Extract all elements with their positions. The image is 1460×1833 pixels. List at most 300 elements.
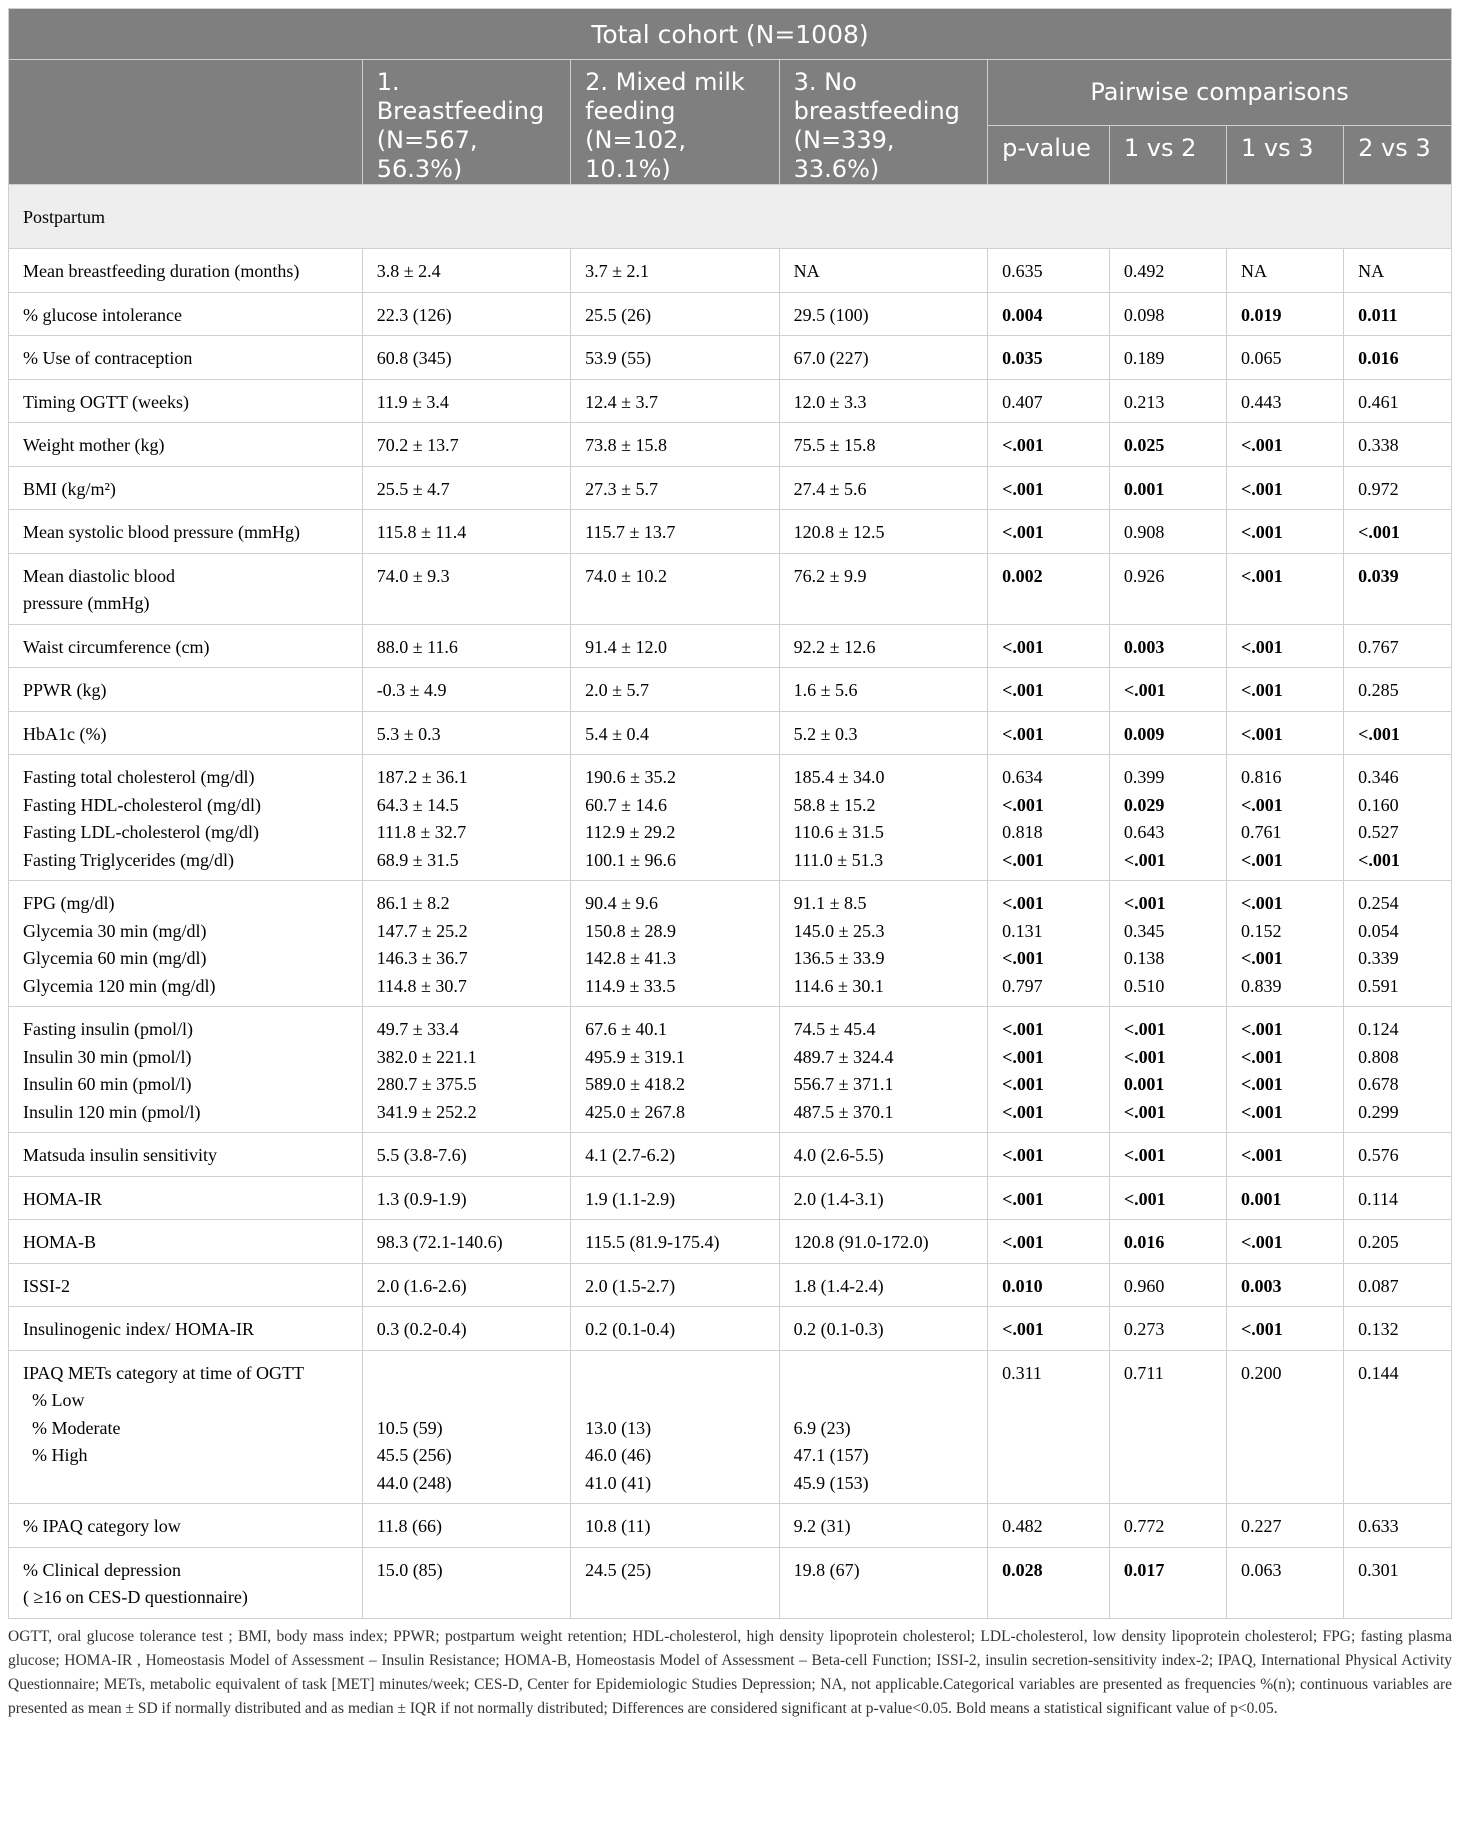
no-breastfeeding-value-cell — [779, 466, 987, 510]
comparison-1-vs-3-cell — [1227, 466, 1344, 510]
comparison-1-vs-2: 0.772 — [1123, 1516, 1165, 1536]
p-value: <.001 — [1002, 1232, 1044, 1252]
comparison-1-vs-2: <.001 — [1123, 680, 1166, 700]
row-label-cell — [9, 755, 363, 881]
no-breastfeeding-value: NA — [793, 261, 820, 281]
row-label: % Use of contraception — [23, 348, 193, 368]
comparison-1-vs-2: 0.001 — [1123, 478, 1165, 499]
no-breastfeeding-value: 67.0 (227) — [793, 348, 869, 368]
comparison-1-vs-3: <.001 — [1241, 1145, 1283, 1165]
mixed-feeding-value-cell — [571, 510, 779, 554]
row-label: % IPAQ category low — [23, 1516, 181, 1536]
comparison-2-vs-3: 0.160 — [1358, 794, 1399, 815]
comparison-2-vs-3: 0.205 — [1358, 1232, 1399, 1252]
comparison-2-vs-3-cell — [1344, 881, 1452, 1007]
breastfeeding-value-cell — [362, 624, 570, 668]
p-value: 0.818 — [1002, 822, 1043, 842]
p-value-cell — [988, 1547, 1110, 1618]
comparison-2-vs-3: 0.285 — [1358, 680, 1399, 700]
comparison-2-vs-3: 0.144 — [1358, 1362, 1399, 1383]
comparison-2-vs-3: 0.808 — [1358, 1046, 1399, 1067]
comparison-2-vs-3-cell — [1344, 711, 1452, 755]
comparison-2-vs-3-cell — [1344, 624, 1452, 668]
breastfeeding-value-cell — [362, 336, 570, 380]
no-breastfeeding-value: 2.0 (1.4-3.1) — [793, 1188, 884, 1209]
comparison-1-vs-2: 0.213 — [1123, 391, 1165, 412]
p-value-cell — [988, 881, 1110, 1007]
comparison-1-vs-3-cell — [1227, 553, 1344, 624]
mixed-feeding-value — [585, 1387, 778, 1415]
mixed-feeding-value: 2.0 ± 5.7 — [585, 680, 650, 700]
breastfeeding-value: 49.7 ± 33.4 — [376, 1019, 459, 1039]
comparison-1-vs-2: <.001 — [1123, 1145, 1166, 1165]
no-breastfeeding-value: 0.2 (0.1-0.3) — [793, 1319, 884, 1339]
p-value-cell — [988, 336, 1110, 380]
row-label-cell — [9, 1007, 363, 1133]
no-breastfeeding-value: 29.5 (100) — [793, 304, 869, 325]
no-breastfeeding-value-cell — [779, 755, 987, 881]
comparison-1-vs-2: <.001 — [1123, 1019, 1166, 1039]
comparison-2-vs-3: 0.678 — [1358, 1074, 1399, 1094]
p-value: 0.797 — [1002, 975, 1043, 996]
row-label: HbA1c (%) — [23, 723, 107, 744]
mixed-feeding-value: 190.6 ± 35.2 — [585, 767, 677, 787]
comparison-1-vs-2: 0.016 — [1123, 1232, 1165, 1252]
mixed-feeding-value-cell — [571, 1504, 779, 1548]
mixed-feeding-value: 1.9 (1.1-2.9) — [585, 1188, 676, 1209]
mixed-feeding-value: 74.0 ± 10.2 — [585, 565, 668, 586]
no-breastfeeding-value: 91.1 ± 8.5 — [793, 893, 867, 913]
mixed-feeding-value: 60.7 ± 14.6 — [585, 794, 668, 815]
row-label-cell — [9, 1350, 363, 1504]
comparison-1-vs-2-cell — [1109, 510, 1226, 554]
comparison-2-vs-3: 0.114 — [1358, 1188, 1398, 1209]
comparison-1-vs-3: 0.001 — [1241, 1188, 1282, 1209]
mixed-feeding-value: 27.3 ± 5.7 — [585, 478, 659, 499]
comparison-1-vs-2: 0.908 — [1123, 522, 1165, 542]
breastfeeding-value: 64.3 ± 14.5 — [376, 794, 459, 815]
table-row — [9, 1350, 1452, 1504]
no-breastfeeding-value: 47.1 (157) — [793, 1445, 869, 1465]
header-1-vs-2: 1 vs 2 — [1109, 125, 1226, 184]
comparison-1-vs-3: <.001 — [1241, 1101, 1283, 1122]
comparison-2-vs-3-cell — [1344, 466, 1452, 510]
mixed-feeding-value-cell — [571, 1133, 779, 1177]
mixed-feeding-value: 41.0 (41) — [585, 1472, 652, 1493]
row-label: Insulin 60 min (pmol/l) — [23, 1074, 192, 1094]
breastfeeding-value: 11.9 ± 3.4 — [376, 391, 449, 412]
breastfeeding-value: 11.8 (66) — [376, 1516, 443, 1536]
comparison-2-vs-3-cell — [1344, 1220, 1452, 1264]
mixed-feeding-value: 46.0 (46) — [585, 1445, 652, 1465]
p-value: <.001 — [1002, 723, 1044, 744]
comparison-1-vs-3: NA — [1241, 261, 1267, 281]
comparison-2-vs-3: 0.299 — [1358, 1101, 1399, 1122]
row-label-cell — [9, 249, 363, 293]
breastfeeding-value: 22.3 (126) — [376, 304, 452, 325]
comparison-1-vs-2: <.001 — [1123, 849, 1166, 870]
comparison-2-vs-3: 0.016 — [1358, 348, 1399, 368]
table-row — [9, 466, 1452, 510]
comparison-2-vs-3: 0.039 — [1358, 565, 1399, 586]
comparison-1-vs-2: 0.960 — [1123, 1275, 1165, 1296]
comparison-1-vs-2: 0.189 — [1123, 348, 1165, 368]
row-label: HOMA-IR — [23, 1188, 102, 1209]
comparison-2-vs-3: 0.124 — [1358, 1019, 1399, 1039]
no-breastfeeding-value: 27.4 ± 5.6 — [793, 478, 867, 499]
comparison-1-vs-2-cell — [1109, 466, 1226, 510]
p-value: 0.482 — [1002, 1516, 1043, 1536]
mixed-feeding-value: 5.4 ± 0.4 — [585, 723, 650, 744]
comparison-2-vs-3: 0.054 — [1358, 920, 1399, 941]
mixed-feeding-value: 13.0 (13) — [585, 1417, 652, 1438]
mixed-feeding-value: 150.8 ± 28.9 — [585, 920, 677, 941]
no-breastfeeding-value-cell — [779, 510, 987, 554]
no-breastfeeding-value: 45.9 (153) — [793, 1472, 869, 1493]
comparison-1-vs-2-cell — [1109, 1133, 1226, 1177]
comparison-1-vs-3: 0.839 — [1241, 975, 1282, 996]
row-label: Insulin 120 min (pmol/l) — [23, 1101, 201, 1122]
no-breastfeeding-value-cell — [779, 1220, 987, 1264]
p-value: <.001 — [1002, 948, 1044, 968]
row-label-cell — [9, 553, 363, 624]
no-breastfeeding-value-cell — [779, 668, 987, 712]
no-breastfeeding-value-cell — [779, 292, 987, 336]
no-breastfeeding-value-cell — [779, 1350, 987, 1504]
comparison-1-vs-2: 0.098 — [1123, 304, 1165, 325]
p-value-cell — [988, 755, 1110, 881]
results-table — [8, 8, 1452, 1619]
breastfeeding-value: 382.0 ± 221.1 — [376, 1046, 477, 1067]
no-breastfeeding-value-cell — [779, 379, 987, 423]
row-label-cell — [9, 510, 363, 554]
row-label: Insulin 30 min (pmol/l) — [23, 1046, 192, 1067]
breastfeeding-value-cell — [362, 1220, 570, 1264]
mixed-feeding-value-cell — [571, 711, 779, 755]
row-label-cell — [9, 423, 363, 467]
breastfeeding-value: 0.3 (0.2-0.4) — [376, 1319, 467, 1339]
table-row — [9, 1007, 1452, 1133]
breastfeeding-value: 341.9 ± 252.2 — [376, 1101, 477, 1122]
no-breastfeeding-value-cell — [779, 1133, 987, 1177]
comparison-1-vs-2: 0.510 — [1123, 975, 1165, 996]
mixed-feeding-value: 2.0 (1.5-2.7) — [585, 1275, 676, 1296]
breastfeeding-value-cell — [362, 881, 570, 1007]
comparison-1-vs-3-cell — [1227, 336, 1344, 380]
row-label-cell — [9, 379, 363, 423]
comparison-1-vs-2-cell — [1109, 1263, 1226, 1307]
header-pairwise-comparisons: Pairwise comparisons — [988, 60, 1452, 126]
comparison-2-vs-3-cell — [1344, 1007, 1452, 1133]
breastfeeding-value: 187.2 ± 36.1 — [376, 767, 468, 787]
header-p-value: p-value — [988, 125, 1110, 184]
table-row — [9, 1504, 1452, 1548]
comparison-1-vs-3: 0.227 — [1241, 1516, 1282, 1536]
no-breastfeeding-value-cell — [779, 249, 987, 293]
breastfeeding-value: 146.3 ± 36.7 — [376, 948, 468, 968]
breastfeeding-value: 68.9 ± 31.5 — [376, 849, 459, 870]
comparison-1-vs-3: <.001 — [1241, 1074, 1283, 1094]
p-value-cell — [988, 292, 1110, 336]
p-value: 0.634 — [1002, 767, 1043, 787]
comparison-2-vs-3: 0.972 — [1358, 478, 1399, 499]
row-label-cell — [9, 668, 363, 712]
comparison-1-vs-2: 0.492 — [1123, 261, 1165, 281]
no-breastfeeding-value: 111.0 ± 51.3 — [793, 849, 884, 870]
row-label-cell — [9, 1220, 363, 1264]
comparison-1-vs-3-cell — [1227, 1350, 1344, 1504]
comparison-1-vs-3-cell — [1227, 1307, 1344, 1351]
p-value: 0.407 — [1002, 391, 1043, 412]
breastfeeding-value-cell — [362, 1263, 570, 1307]
table-row — [9, 881, 1452, 1007]
row-label: Matsuda insulin sensitivity — [23, 1145, 218, 1165]
comparison-2-vs-3: 0.254 — [1358, 893, 1399, 913]
breastfeeding-value: 147.7 ± 25.2 — [376, 920, 468, 941]
mixed-feeding-value-cell — [571, 423, 779, 467]
comparison-1-vs-3: <.001 — [1241, 435, 1283, 455]
mixed-feeding-value: 115.7 ± 13.7 — [585, 522, 676, 542]
comparison-1-vs-2-cell — [1109, 336, 1226, 380]
no-breastfeeding-value-cell — [779, 1263, 987, 1307]
row-label-cell — [9, 292, 363, 336]
p-value: <.001 — [1002, 1319, 1044, 1339]
comparison-1-vs-2: 0.003 — [1123, 636, 1165, 657]
no-breastfeeding-value: 114.6 ± 30.1 — [793, 975, 884, 996]
comparison-1-vs-3: <.001 — [1241, 522, 1283, 542]
breastfeeding-value: 25.5 ± 4.7 — [376, 478, 450, 499]
no-breastfeeding-value: 12.0 ± 3.3 — [793, 391, 867, 412]
mixed-feeding-value: 90.4 ± 9.6 — [585, 893, 659, 913]
breastfeeding-value-cell — [362, 423, 570, 467]
breastfeeding-value — [377, 1387, 570, 1415]
row-label-cell — [9, 1504, 363, 1548]
row-label: Glycemia 60 min (mg/dl) — [23, 948, 207, 968]
p-value-cell — [988, 249, 1110, 293]
p-value: <.001 — [1002, 893, 1044, 913]
no-breastfeeding-value: 145.0 ± 25.3 — [793, 920, 885, 941]
row-label: Mean breastfeeding duration (months) — [23, 261, 300, 281]
comparison-1-vs-3: 0.065 — [1241, 348, 1282, 368]
row-label: Glycemia 120 min (mg/dl) — [23, 975, 216, 996]
header-1-vs-3: 1 vs 3 — [1227, 125, 1344, 184]
breastfeeding-value: 88.0 ± 11.6 — [376, 636, 458, 657]
breastfeeding-value: 70.2 ± 13.7 — [376, 435, 459, 455]
breastfeeding-value-cell — [362, 1176, 570, 1220]
mixed-feeding-value-cell — [571, 1220, 779, 1264]
comparison-2-vs-3: 0.576 — [1358, 1145, 1399, 1165]
breastfeeding-value-cell — [362, 1307, 570, 1351]
mixed-feeding-value-cell — [571, 292, 779, 336]
comparison-1-vs-2: 0.926 — [1123, 565, 1165, 586]
comparison-2-vs-3: 0.132 — [1358, 1319, 1399, 1339]
row-label-cell — [9, 881, 363, 1007]
no-breastfeeding-value: 185.4 ± 34.0 — [793, 767, 885, 787]
comparison-2-vs-3-cell — [1344, 1176, 1452, 1220]
comparison-1-vs-3: 0.443 — [1241, 391, 1282, 412]
no-breastfeeding-value-cell — [779, 1007, 987, 1133]
mixed-feeding-value: 67.6 ± 40.1 — [585, 1019, 668, 1039]
breastfeeding-value-cell — [362, 1547, 570, 1618]
row-label: pressure (mmHg) — [23, 593, 150, 613]
breastfeeding-value-cell — [362, 553, 570, 624]
comparison-1-vs-2-cell — [1109, 1504, 1226, 1548]
header-label-column — [9, 60, 363, 185]
breastfeeding-value: 114.8 ± 30.7 — [376, 975, 467, 996]
row-label: Insulinogenic index/ HOMA-IR — [23, 1319, 254, 1339]
table-row — [9, 336, 1452, 380]
comparison-2-vs-3: 0.011 — [1358, 304, 1398, 325]
no-breastfeeding-value: 58.8 ± 15.2 — [793, 794, 876, 815]
comparison-1-vs-2: 0.711 — [1123, 1362, 1164, 1383]
comparison-2-vs-3: 0.301 — [1358, 1559, 1399, 1580]
row-label-cell — [9, 1547, 363, 1618]
breastfeeding-value-cell — [362, 1007, 570, 1133]
no-breastfeeding-value: 5.2 ± 0.3 — [793, 723, 858, 744]
breastfeeding-value: 5.5 (3.8-7.6) — [376, 1145, 467, 1165]
mixed-feeding-value: 142.8 ± 41.3 — [585, 948, 677, 968]
no-breastfeeding-value: 487.5 ± 370.1 — [793, 1101, 894, 1122]
comparison-1-vs-3: <.001 — [1241, 636, 1283, 657]
p-value-cell — [988, 1220, 1110, 1264]
comparison-1-vs-3-cell — [1227, 755, 1344, 881]
breastfeeding-value-cell — [362, 379, 570, 423]
breastfeeding-value-cell — [362, 1504, 570, 1548]
row-label-cell — [9, 1176, 363, 1220]
p-value: <.001 — [1002, 522, 1044, 542]
no-breastfeeding-value: 136.5 ± 33.9 — [793, 948, 885, 968]
p-value: <.001 — [1002, 794, 1044, 815]
row-label: Fasting insulin (pmol/l) — [23, 1019, 194, 1039]
breastfeeding-value-cell — [362, 668, 570, 712]
mixed-feeding-value: 4.1 (2.7-6.2) — [585, 1145, 676, 1165]
breastfeeding-value: 1.3 (0.9-1.9) — [376, 1188, 467, 1209]
header-no-breastfeeding: 3. No breastfeeding (N=339, 33.6%) — [779, 60, 987, 185]
row-label-cell — [9, 1307, 363, 1351]
row-label-cell — [9, 1263, 363, 1307]
table-row — [9, 711, 1452, 755]
mixed-feeding-value-cell — [571, 1176, 779, 1220]
mixed-feeding-value-cell — [571, 553, 779, 624]
comparison-1-vs-2: <.001 — [1123, 1101, 1166, 1122]
row-label — [23, 1470, 362, 1498]
comparison-1-vs-2-cell — [1109, 1176, 1226, 1220]
mixed-feeding-value: 112.9 ± 29.2 — [585, 822, 676, 842]
mixed-feeding-value-cell — [571, 379, 779, 423]
row-label: IPAQ METs category at time of OGTT — [23, 1362, 305, 1383]
comparison-1-vs-2-cell — [1109, 553, 1226, 624]
comparison-2-vs-3: NA — [1358, 261, 1385, 281]
comparison-1-vs-2: <.001 — [1123, 893, 1166, 913]
comparison-2-vs-3-cell — [1344, 1133, 1452, 1177]
mixed-feeding-value-cell — [571, 755, 779, 881]
row-label-cell — [9, 466, 363, 510]
comparison-1-vs-2-cell — [1109, 379, 1226, 423]
p-value-cell — [988, 423, 1110, 467]
p-value-cell — [988, 466, 1110, 510]
comparison-1-vs-3: 0.063 — [1241, 1559, 1282, 1580]
p-value: <.001 — [1002, 1046, 1044, 1067]
breastfeeding-value: 5.3 ± 0.3 — [376, 723, 441, 744]
header-breastfeeding: 1. Breastfeeding (N=567, 56.3%) — [362, 60, 570, 185]
comparison-1-vs-3: <.001 — [1241, 478, 1283, 499]
breastfeeding-value-cell — [362, 249, 570, 293]
row-label: Fasting LDL-cholesterol (mg/dl) — [23, 822, 259, 842]
comparison-1-vs-3: 0.816 — [1241, 767, 1282, 787]
row-label: % Clinical depression — [23, 1559, 181, 1580]
comparison-1-vs-2-cell — [1109, 668, 1226, 712]
mixed-feeding-value: 100.1 ± 96.6 — [585, 849, 677, 870]
comparison-2-vs-3-cell — [1344, 249, 1452, 293]
p-value: <.001 — [1002, 1145, 1044, 1165]
comparison-2-vs-3: 0.527 — [1358, 822, 1399, 842]
mixed-feeding-value-cell — [571, 1263, 779, 1307]
p-value-cell — [988, 711, 1110, 755]
no-breastfeeding-value: 19.8 (67) — [793, 1559, 860, 1580]
no-breastfeeding-value-cell — [779, 711, 987, 755]
comparison-1-vs-3: <.001 — [1241, 1019, 1283, 1039]
comparison-1-vs-3-cell — [1227, 292, 1344, 336]
mixed-feeding-value: 12.4 ± 3.7 — [585, 391, 659, 412]
p-value-cell — [988, 1176, 1110, 1220]
row-label: Fasting HDL-cholesterol (mg/dl) — [23, 794, 261, 815]
comparison-1-vs-3-cell — [1227, 881, 1344, 1007]
mixed-feeding-value: 10.8 (11) — [585, 1516, 651, 1536]
row-label-cell — [9, 711, 363, 755]
comparison-2-vs-3-cell — [1344, 292, 1452, 336]
breastfeeding-value-cell — [362, 1350, 570, 1504]
comparison-2-vs-3-cell — [1344, 423, 1452, 467]
p-value: 0.028 — [1002, 1559, 1043, 1580]
no-breastfeeding-value: 4.0 (2.6-5.5) — [793, 1145, 884, 1165]
p-value: <.001 — [1002, 1101, 1044, 1122]
p-value: 0.635 — [1002, 261, 1043, 281]
comparison-1-vs-3-cell — [1227, 1547, 1344, 1618]
p-value: 0.010 — [1002, 1275, 1043, 1296]
table-row — [9, 1220, 1452, 1264]
comparison-1-vs-3: 0.019 — [1241, 304, 1282, 325]
comparison-2-vs-3: <.001 — [1358, 522, 1400, 542]
p-value: <.001 — [1002, 478, 1044, 499]
header-2-vs-3: 2 vs 3 — [1344, 125, 1452, 184]
breastfeeding-value: 115.8 ± 11.4 — [376, 522, 467, 542]
mixed-feeding-value-cell — [571, 1007, 779, 1133]
comparison-1-vs-2: 0.025 — [1123, 435, 1165, 455]
comparison-1-vs-3-cell — [1227, 1133, 1344, 1177]
no-breastfeeding-value: 6.9 (23) — [793, 1417, 851, 1438]
breastfeeding-value: -0.3 ± 4.9 — [376, 680, 447, 700]
mixed-feeding-value: 589.0 ± 418.2 — [585, 1074, 686, 1094]
row-label: Waist circumference (cm) — [23, 636, 210, 657]
breastfeeding-value-cell — [362, 711, 570, 755]
comparison-1-vs-3: <.001 — [1241, 794, 1283, 815]
comparison-1-vs-3: <.001 — [1241, 1232, 1283, 1252]
header-mixed-feeding: 2. Mixed milk feeding (N=102, 10.1%) — [571, 60, 779, 185]
comparison-1-vs-3: 0.761 — [1241, 822, 1282, 842]
comparison-1-vs-2-cell — [1109, 1007, 1226, 1133]
p-value: <.001 — [1002, 636, 1044, 657]
comparison-1-vs-3: <.001 — [1241, 1046, 1283, 1067]
table-row — [9, 423, 1452, 467]
p-value: <.001 — [1002, 1188, 1044, 1209]
mixed-feeding-value-cell — [571, 249, 779, 293]
breastfeeding-value-cell — [362, 755, 570, 881]
p-value-cell — [988, 510, 1110, 554]
no-breastfeeding-value-cell — [779, 1176, 987, 1220]
p-value-cell — [988, 1263, 1110, 1307]
mixed-feeding-value: 91.4 ± 12.0 — [585, 636, 668, 657]
comparison-1-vs-3: 0.152 — [1241, 920, 1282, 941]
